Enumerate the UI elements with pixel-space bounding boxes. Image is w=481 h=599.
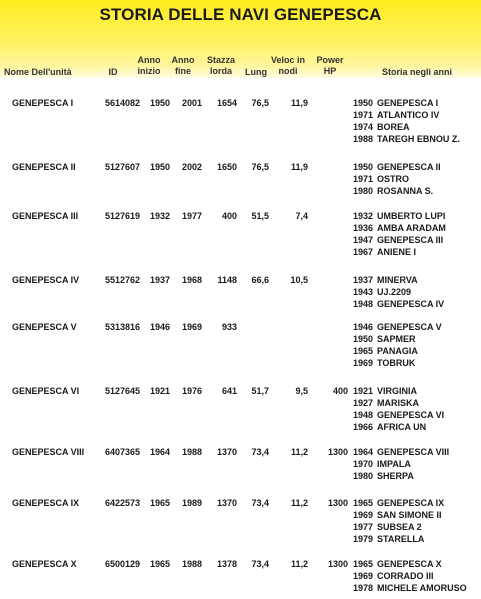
- column-header-anno-inizio: Anno inizio: [137, 55, 161, 76]
- ship-end-year: 1989: [181, 498, 202, 508]
- history-year: 1936: [353, 223, 374, 233]
- history-name: MINERVA: [377, 275, 418, 285]
- history-entry: [353, 162, 481, 174]
- column-header-stazza: Stazza lorda: [206, 55, 235, 76]
- ship-id: 5512762: [104, 275, 140, 285]
- history-entry: [353, 447, 481, 459]
- ship-length: 73,4: [251, 447, 269, 457]
- history-entry: [353, 235, 481, 247]
- history-year: 1979: [353, 534, 374, 544]
- history-name: GENEPESCA III: [377, 235, 444, 245]
- history-year: 1969: [353, 510, 374, 520]
- history-entry: [353, 346, 481, 358]
- history-year: 1921: [353, 386, 374, 396]
- ship-name: GENEPESCA IV: [12, 275, 80, 285]
- history-entry: [353, 174, 481, 186]
- history-name: ANIENE I: [377, 247, 417, 257]
- ship-start-year: 1964: [149, 447, 170, 457]
- ship-name: GENEPESCA III: [12, 211, 79, 221]
- history-name: GENEPESCA IX: [377, 498, 445, 508]
- history-name: CORRADO III: [377, 571, 434, 581]
- ship-speed: 11,2: [290, 498, 308, 508]
- history-year: 1946: [353, 322, 374, 332]
- column-header-storia: Storia negli anni: [381, 67, 452, 77]
- history-entry: [353, 110, 481, 122]
- history-year: 1950: [353, 334, 374, 344]
- history-year: 1971: [353, 110, 374, 120]
- history-year: 1974: [353, 122, 374, 132]
- history-year: 1932: [353, 211, 374, 221]
- ship-id: 5127607: [104, 162, 140, 172]
- ship-length: 51,5: [251, 211, 269, 221]
- ship-id: 5127645: [104, 386, 140, 396]
- history-name: ATLANTICO IV: [377, 110, 440, 120]
- ship-end-year: 1988: [181, 559, 202, 569]
- history-year: 1966: [353, 422, 374, 432]
- history-name: MARISKA: [377, 398, 419, 408]
- history-name: GENEPESCA II: [377, 162, 441, 172]
- history-entry: [353, 522, 481, 534]
- history-year: 1971: [353, 174, 374, 184]
- ship-end-year: 1976: [181, 386, 202, 396]
- history-name: STARELLA: [377, 534, 425, 544]
- history-name: UJ.2209: [377, 287, 412, 297]
- history-year: 1950: [353, 162, 374, 172]
- ship-tonnage: 400: [221, 211, 237, 221]
- history-entry: [353, 583, 481, 595]
- history-entry: [353, 134, 481, 146]
- history-name: TOBRUK: [377, 358, 416, 368]
- ship-power: 1300: [327, 447, 348, 457]
- history-name: GENEPESCA VI: [377, 410, 445, 420]
- history-entry: [353, 386, 481, 398]
- ship-length: 76,5: [251, 98, 269, 108]
- history-entry: [353, 223, 481, 235]
- ship-speed: 11,2: [290, 559, 308, 569]
- history-year: 1943: [353, 287, 374, 297]
- history-year: 1948: [353, 299, 374, 309]
- ship-tonnage: 1378: [216, 559, 237, 569]
- history-entry: [353, 571, 481, 583]
- column-header-anno-fine: Anno fine: [171, 55, 195, 76]
- history-entry: [353, 471, 481, 483]
- history-name: AFRICA UN: [377, 422, 427, 432]
- ship-speed: 11,9: [290, 162, 308, 172]
- history-year: 1988: [353, 134, 374, 144]
- history-entry: [353, 186, 481, 198]
- ship-tonnage: 1654: [216, 98, 237, 108]
- ship-speed: 10,5: [290, 275, 308, 285]
- history-year: 1927: [353, 398, 374, 408]
- history-entry: [353, 559, 481, 571]
- ship-power: 1300: [327, 498, 348, 508]
- history-name: GENEPESCA V: [377, 322, 442, 332]
- history-year: 1964: [353, 447, 374, 457]
- column-header-id: ID: [108, 67, 118, 77]
- history-name: GENEPESCA I: [377, 98, 439, 108]
- history-name: GENEPESCA IV: [377, 299, 445, 309]
- history-entry: [353, 358, 481, 370]
- history-name: SHERPA: [377, 471, 414, 481]
- history-name: VIRGINIA: [377, 386, 418, 396]
- ship-power: 400: [332, 386, 348, 396]
- column-header-power: Power HP: [316, 55, 344, 76]
- history-year: 1967: [353, 247, 374, 257]
- ship-name: GENEPESCA II: [12, 162, 76, 172]
- ship-tonnage: 1650: [216, 162, 237, 172]
- ship-length: 66,6: [251, 275, 269, 285]
- ship-start-year: 1921: [149, 386, 170, 396]
- column-header-lung: Lung: [245, 67, 267, 77]
- history-name: TAREGH EBNOU Z.: [377, 134, 460, 144]
- ship-name: GENEPESCA IX: [12, 498, 80, 508]
- ship-start-year: 1937: [149, 275, 170, 285]
- ship-start-year: 1965: [149, 559, 170, 569]
- history-entry: [353, 534, 481, 546]
- ship-name: GENEPESCA VI: [12, 386, 80, 396]
- history-entry: [353, 275, 481, 287]
- ship-name: GENEPESCA I: [12, 98, 74, 108]
- ship-length: 73,4: [251, 498, 269, 508]
- ship-id: 6500129: [104, 559, 140, 569]
- history-name: BOREA: [377, 122, 410, 132]
- ship-tonnage: 1148: [217, 275, 237, 285]
- history-entry: [353, 98, 481, 110]
- history-entry: [353, 498, 481, 510]
- history-name: PANAGIA: [377, 346, 418, 356]
- history-name: ROSANNA S.: [377, 186, 434, 196]
- history-year: 1965: [353, 346, 374, 356]
- history-entry: [353, 459, 481, 471]
- ship-speed: 9,5: [295, 386, 308, 396]
- ship-tonnage: 1370: [216, 447, 237, 457]
- history-entry: [353, 122, 481, 134]
- history-year: 1969: [353, 358, 374, 368]
- ship-power: 1300: [327, 559, 348, 569]
- ship-start-year: 1932: [149, 211, 170, 221]
- ship-length: 51,7: [251, 386, 269, 396]
- ship-name: GENEPESCA V: [12, 322, 77, 332]
- history-year: 1965: [353, 559, 374, 569]
- document-title: STORIA DELLE NAVI GENEPESCA: [99, 5, 382, 24]
- ship-tonnage: 1370: [216, 498, 237, 508]
- ship-id: 6407365: [104, 447, 140, 457]
- ship-length: 73,4: [251, 559, 269, 569]
- history-name: AMBA ARADAM: [377, 223, 446, 233]
- history-year: 1947: [353, 235, 374, 245]
- history-name: SAN SIMONE II: [377, 510, 442, 520]
- ship-end-year: 1977: [181, 211, 202, 221]
- ship-start-year: 1946: [149, 322, 170, 332]
- ship-end-year: 1968: [181, 275, 202, 285]
- history-name: SAPMER: [377, 334, 416, 344]
- history-entry: [353, 322, 481, 334]
- history-name: IMPALA: [377, 459, 411, 469]
- history-name: OSTRO: [377, 174, 410, 184]
- ship-id: 5313816: [104, 322, 140, 332]
- history-year: 1970: [353, 459, 374, 469]
- history-name: SUBSEA 2: [377, 522, 422, 532]
- ship-name: GENEPESCA X: [12, 559, 77, 569]
- ship-end-year: 1969: [181, 322, 202, 332]
- ship-end-year: 2001: [181, 98, 202, 108]
- ship-length: 76,5: [251, 162, 269, 172]
- ship-tonnage: 933: [221, 322, 237, 332]
- history-entry: [353, 211, 481, 223]
- ship-start-year: 1965: [149, 498, 170, 508]
- ship-id: 5614082: [104, 98, 140, 108]
- column-header-nome: Nome Dell'unità: [4, 67, 72, 77]
- history-name: UMBERTO LUPI: [377, 211, 446, 221]
- ship-end-year: 1988: [181, 447, 202, 457]
- history-name: GENEPESCA VIII: [377, 447, 450, 457]
- ship-speed: 11,2: [290, 447, 308, 457]
- history-year: 1948: [353, 410, 374, 420]
- history-entry: [353, 422, 481, 434]
- history-year: 1977: [353, 522, 374, 532]
- ship-tonnage: 641: [221, 386, 237, 396]
- history-year: 1980: [353, 471, 374, 481]
- ship-speed: 11,9: [290, 98, 308, 108]
- history-entry: [353, 410, 481, 422]
- ship-name: GENEPESCA VIII: [12, 447, 85, 457]
- ship-end-year: 2002: [181, 162, 202, 172]
- history-name: MICHELE AMORUSO: [377, 583, 467, 593]
- history-entry: [353, 247, 481, 259]
- history-name: GENEPESCA X: [377, 559, 442, 569]
- ship-start-year: 1950: [149, 162, 170, 172]
- history-entry: [353, 334, 481, 346]
- history-entry: [353, 299, 481, 311]
- ship-start-year: 1950: [149, 98, 170, 108]
- ship-id: 6422573: [104, 498, 140, 508]
- history-year: 1978: [353, 583, 374, 593]
- history-year: 1950: [353, 98, 374, 108]
- history-year: 1980: [353, 186, 374, 196]
- history-year: 1965: [353, 498, 374, 508]
- column-header-veloc: Veloc in nodi: [270, 55, 305, 76]
- history-entry: [353, 398, 481, 410]
- history-entry: [353, 510, 481, 522]
- ship-speed: 7,4: [295, 211, 308, 221]
- history-year: 1969: [353, 571, 374, 581]
- history-entry: [353, 287, 481, 299]
- history-year: 1937: [353, 275, 374, 285]
- ship-id: 5127619: [104, 211, 140, 221]
